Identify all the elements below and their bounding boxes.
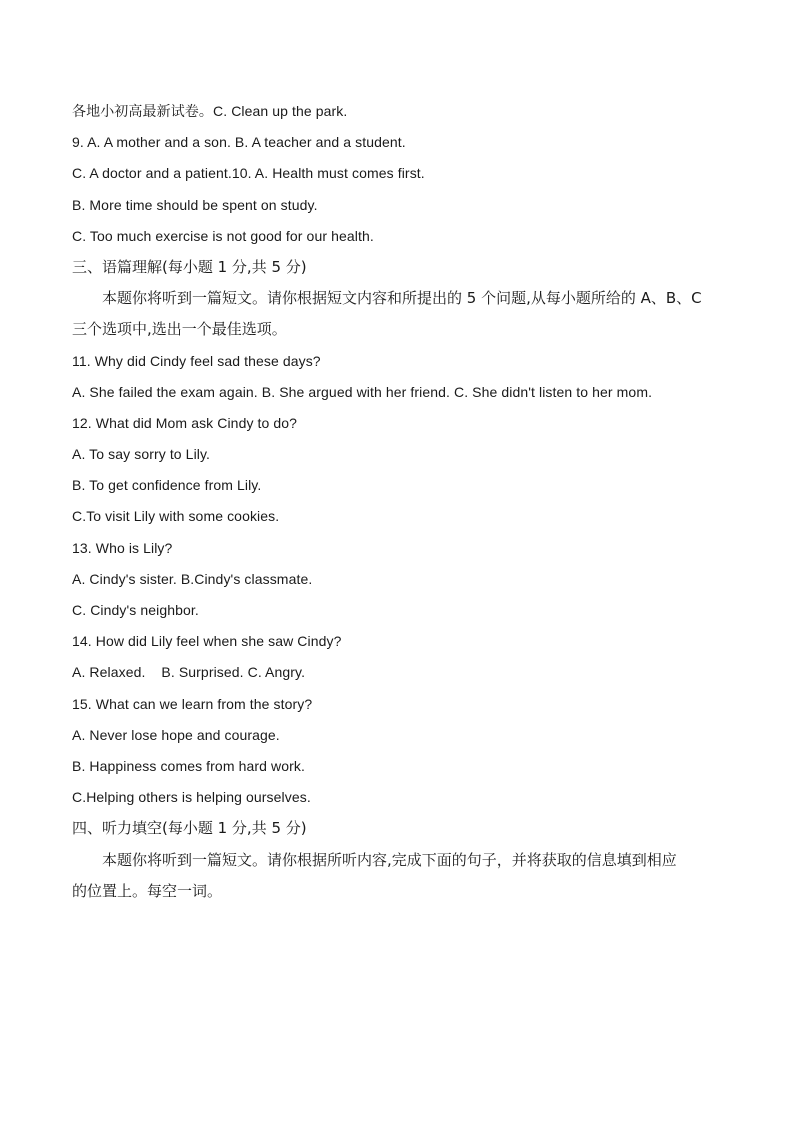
section-instructions: 本题你将听到一篇短文。请你根据短文内容和所提出的 5 个问题,从每小题所给的 A、B、C (102, 289, 702, 308)
answer-option: B. To get confidence from Lily. (72, 477, 262, 494)
answer-options: A. Relaxed. B. Surprised. C. Angry. (72, 664, 306, 681)
section-instructions: 本题你将听到一篇短文。请你根据所听内容,完成下面的句子，并将获取的信息填到相应 (102, 850, 677, 869)
text-line: C. A doctor and a patient.10. A. Health must comes first. (72, 165, 425, 182)
answer-options: A. She failed the exam again. B. She argued with her friend. C. She didn't listen to her mom. (72, 383, 653, 400)
section-instructions: 的位置上。每空一词。 (72, 881, 223, 900)
section-heading: 四、听力填空(每小题 1 分,共 5 分) (72, 819, 307, 838)
text-line: 9. A. A mother and a son. B. A teacher and a student. (72, 134, 406, 151)
text-line: B. More time should be spent on study. (72, 196, 318, 213)
question: 14. How did Lily feel when she saw Cindy? (72, 633, 342, 650)
text-line: C. Too much exercise is not good for our health. (72, 227, 374, 244)
answer-option: C.To visit Lily with some cookies. (72, 508, 280, 525)
answer-option: A. Never lose hope and courage. (72, 726, 280, 743)
question: 15. What can we learn from the story? (72, 695, 313, 712)
answer-option: C. Cindy's neighbor. (72, 602, 199, 618)
section-instructions: 三个选项中,选出一个最佳选项。 (72, 320, 287, 339)
question: 11. Why did Cindy feel sad these days? (72, 352, 321, 369)
answer-option: C.Helping others is helping ourselves. (72, 789, 311, 806)
answer-option: B. Happiness comes from hard work. (72, 757, 305, 774)
answer-options: A. Cindy's sister. B.Cindy's classmate. (72, 570, 313, 587)
question: 12. What did Mom ask Cindy to do? (72, 414, 298, 431)
text-line: 各地小初高最新试卷。C. Clean up the park. (72, 103, 348, 119)
answer-option: A. To say sorry to Lily. (72, 446, 211, 463)
document-body (72, 96, 740, 907)
question: 13. Who is Lily? (72, 539, 173, 556)
section-heading: 三、语篇理解(每小题 1 分,共 5 分) (72, 257, 307, 276)
